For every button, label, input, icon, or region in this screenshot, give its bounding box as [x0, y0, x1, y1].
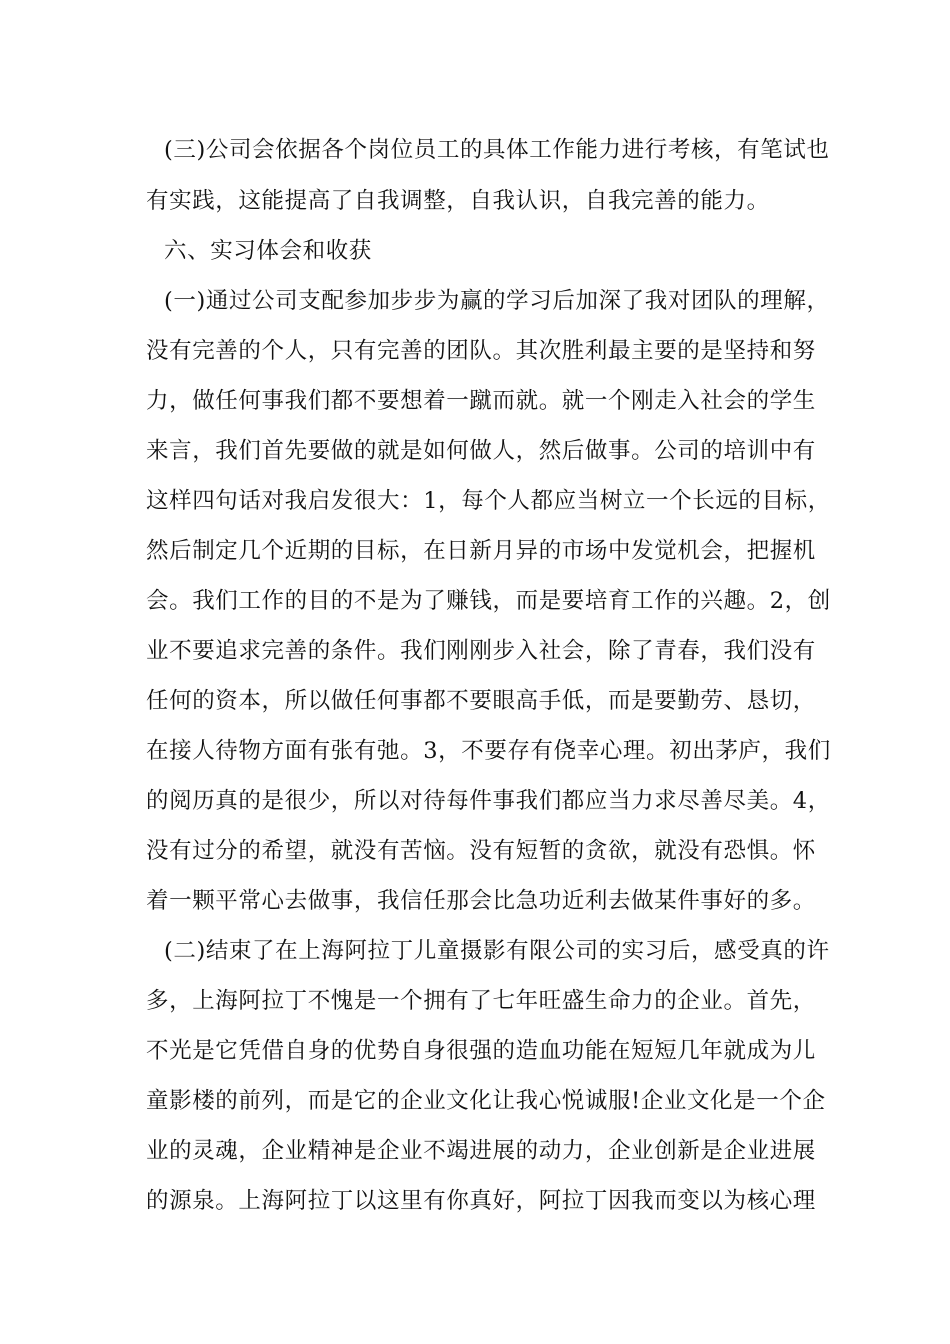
paragraph-line: (三)公司会依据各个岗位员工的具体工作能力进行考核，有笔试也 — [164, 137, 830, 163]
paragraph-line: 来言，我们首先要做的就是如何做人，然后做事。公司的培训中有 — [146, 438, 816, 464]
paragraph-line: 着一颗平常心去做事，我信任那会比急功近利去做某件事好的多。 — [146, 888, 816, 914]
paragraph-line: 有实践，这能提高了自我调整，自我认识，自我完善的能力。 — [146, 188, 770, 214]
section-heading: 六、实习体会和收获 — [164, 238, 372, 264]
paragraph-line: 这样四句话对我启发很大：1，每个人都应当树立一个长远的目标， — [146, 488, 831, 514]
paragraph-line: (二)结束了在上海阿拉丁儿童摄影有限公司的实习后，感受真的许 — [164, 938, 830, 964]
paragraph-line: 的阅历真的是很少，所以对待每件事我们都应当力求尽善尽美。4， — [146, 788, 831, 814]
paragraph-line: 多，上海阿拉丁不愧是一个拥有了七年旺盛生命力的企业。首先， — [146, 988, 816, 1014]
paragraph-line: 童影楼的前列，而是它的企业文化让我心悦诚服!企业文化是一个企 — [146, 1088, 826, 1114]
paragraph-line: (一)通过公司支配参加步步为赢的学习后加深了我对团队的理解， — [164, 288, 830, 314]
paragraph-line: 业的灵魂，企业精神是企业不竭进展的动力，企业创新是企业进展 — [146, 1138, 816, 1164]
paragraph-line: 在接人待物方面有张有弛。3，不要存有侥幸心理。初出茅庐，我们 — [146, 738, 831, 764]
paragraph-line: 的源泉。上海阿拉丁以这里有你真好，阿拉丁因我而变以为核心理 — [146, 1188, 816, 1214]
paragraph-line: 业不要追求完善的条件。我们刚刚步入社会，除了青春，我们没有 — [146, 638, 816, 664]
paragraph-line: 不光是它凭借自身的优势自身很强的造血功能在短短几年就成为儿 — [146, 1038, 816, 1064]
paragraph-line: 没有过分的希望，就没有苦恼。没有短暂的贪欲，就没有恐惧。怀 — [146, 838, 816, 864]
paragraph-line: 任何的资本，所以做任何事都不要眼高手低，而是要勤劳、恳切， — [146, 688, 816, 714]
paragraph-line: 没有完善的个人，只有完善的团队。其次胜利最主要的是坚持和努 — [146, 338, 816, 364]
paragraph-line: 会。我们工作的目的不是为了赚钱，而是要培育工作的兴趣。2，创 — [146, 588, 831, 614]
paragraph-line: 力，做任何事我们都不要想着一蹴而就。就一个刚走入社会的学生 — [146, 388, 816, 414]
paragraph-line: 然后制定几个近期的目标，在日新月异的市场中发觉机会，把握机 — [146, 538, 816, 564]
